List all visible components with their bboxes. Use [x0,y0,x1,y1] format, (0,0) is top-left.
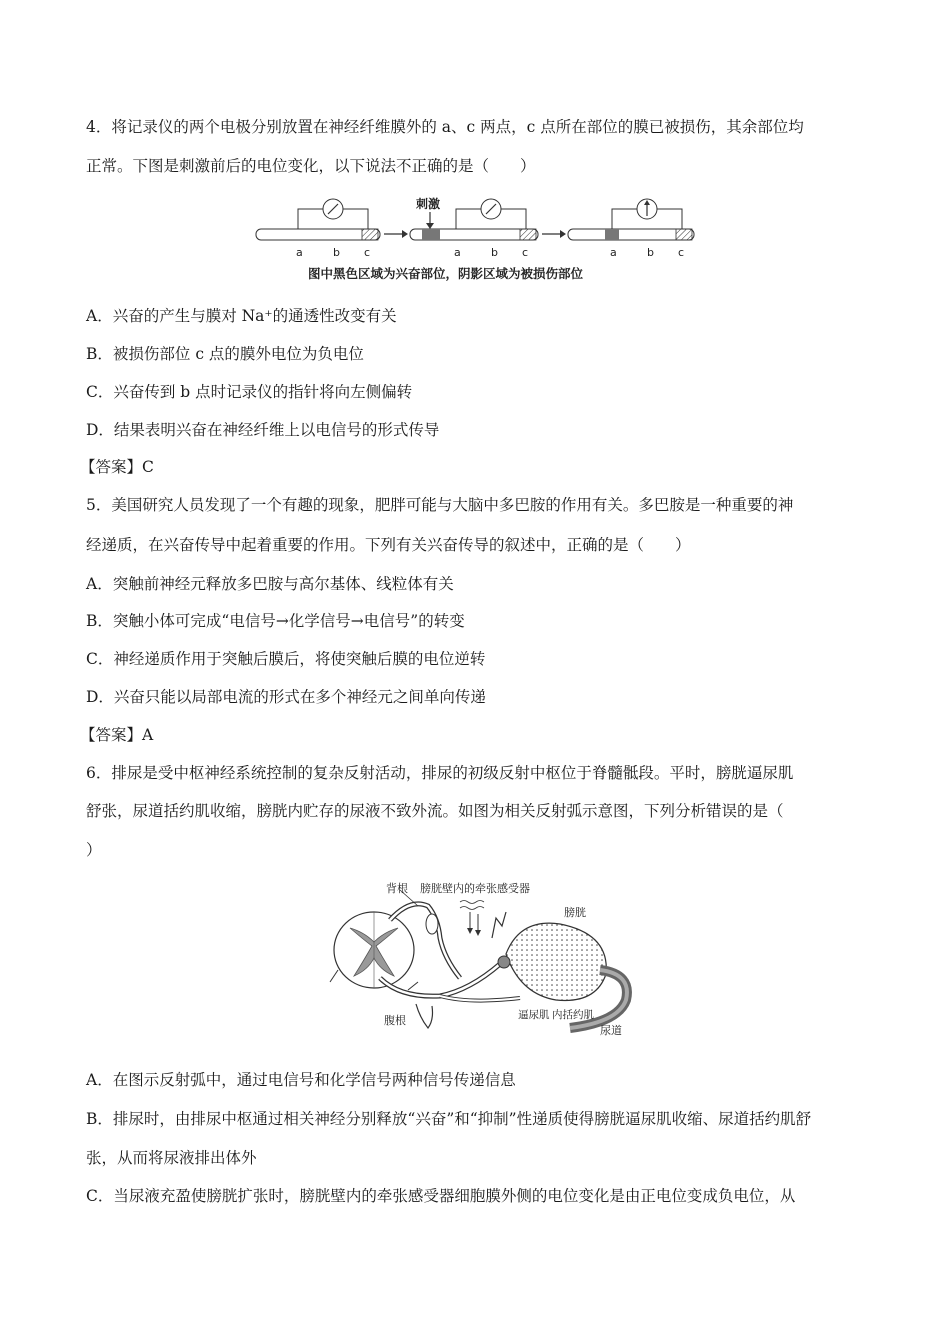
q4-option-a: A．兴奋的产生与膜对 Na⁺的通透性改变有关 [86,307,397,325]
detrusor-label: 逼尿肌 [518,1009,550,1021]
panel-before-stimulus [256,199,380,259]
q6-stem-line3: ） [86,841,102,859]
label-a: a [610,246,617,259]
panel-stimulated [410,196,538,259]
reflex-arc-diagram [320,878,640,1038]
q4-option-d: D．结果表明兴奋在神经纤维上以电信号的形式传导 [86,421,440,439]
q6-option-b-line2: 张，从而将尿液排出体外 [86,1149,257,1167]
bladder-label: 膀胱 [564,906,586,919]
q4-stem-line1: 4．将记录仪的两个电极分别放置在神经纤维膜外的 a、c 两点，c 点所在部位的膜已被损伤，其余部位均 [86,118,804,136]
sphincter-label: 内括约肌 [552,1009,594,1021]
spinal-cord-icon [334,912,414,988]
bladder-icon [506,923,606,1000]
q5-option-a: A．突触前神经元释放多巴胺与高尔基体、线粒体有关 [86,575,454,593]
q4-figure [250,190,700,286]
ventral-root-label: 腹根 [384,1014,406,1027]
q6-option-a: A．在图示反射弧中，通过电信号和化学信号两种信号传递信息 [86,1071,516,1089]
stimulus-label: 刺激 [416,197,441,211]
nerve-fiber-diagram [250,190,700,286]
urethra-label: 尿道 [600,1024,622,1037]
q5-answer: 【答案】A [80,726,154,744]
figure-caption: 图中黑色区域为兴奋部位，阴影区域为被损伤部位 [308,266,584,281]
label-a: a [296,246,303,259]
label-b: b [333,246,340,259]
arrow-icon [330,970,338,982]
label-c: c [364,246,371,259]
q4-option-b: B．被损伤部位 c 点的膜外电位为负电位 [86,345,364,363]
q5-option-c: C．神经递质作用于突触后膜后，将使突触后膜的电位逆转 [86,650,486,668]
q5-stem-line1: 5．美国研究人员发现了一个有趣的现象，肥胖可能与大脑中多巴胺的作用有关。多巴胺是一种重要的神 [86,496,794,514]
q6-figure [320,878,640,1038]
label-b: b [491,246,498,259]
dorsal-root-label: 背根 [386,882,408,895]
label-c: c [522,246,529,259]
panel-excitation-at-b [568,199,694,259]
label-c: c [678,246,685,259]
q6-stem-line2: 舒张，尿道括约肌收缩，膀胱内贮存的尿液不致外流。如图为相关反射弧示意图，下列分析错误的是（ [86,802,784,820]
q6-option-c-line1: C．当尿液充盈使膀胱扩张时，膀胱壁内的牵张感受器细胞膜外侧的电位变化是由正电位变成负电位，从 [86,1187,796,1205]
q5-stem-line2: 经递质，在兴奋传导中起着重要的作用。下列有关兴奋传导的叙述中，正确的是（ ） [86,536,691,554]
label-b: b [647,246,654,259]
q4-answer: 【答案】C [80,458,154,476]
q4-stem-line2: 正常。下图是刺激前后的电位变化，以下说法不正确的是（ ） [86,157,536,175]
q6-stem-line1: 6．排尿是受中枢神经系统控制的复杂反射活动，排尿的初级反射中枢位于脊髓骶段。平时，膀胱逼尿肌 [86,764,794,782]
q5-option-d: D．兴奋只能以局部电流的形式在多个神经元之间单向传递 [86,688,486,706]
q5-option-b: B．突触小体可完成“电信号→化学信号→电信号”的转变 [86,612,465,630]
label-a: a [454,246,461,259]
q4-option-c: C．兴奋传到 b 点时记录仪的指针将向左侧偏转 [86,383,413,401]
receptor-label: 膀胱壁内的牵张感受器 [420,882,530,895]
q6-option-b-line1: B．排尿时，由排尿中枢通过相关神经分别释放“兴奋”和“抑制”性递质使得膀胱逼尿肌收缩、尿道括约肌舒 [86,1110,812,1128]
